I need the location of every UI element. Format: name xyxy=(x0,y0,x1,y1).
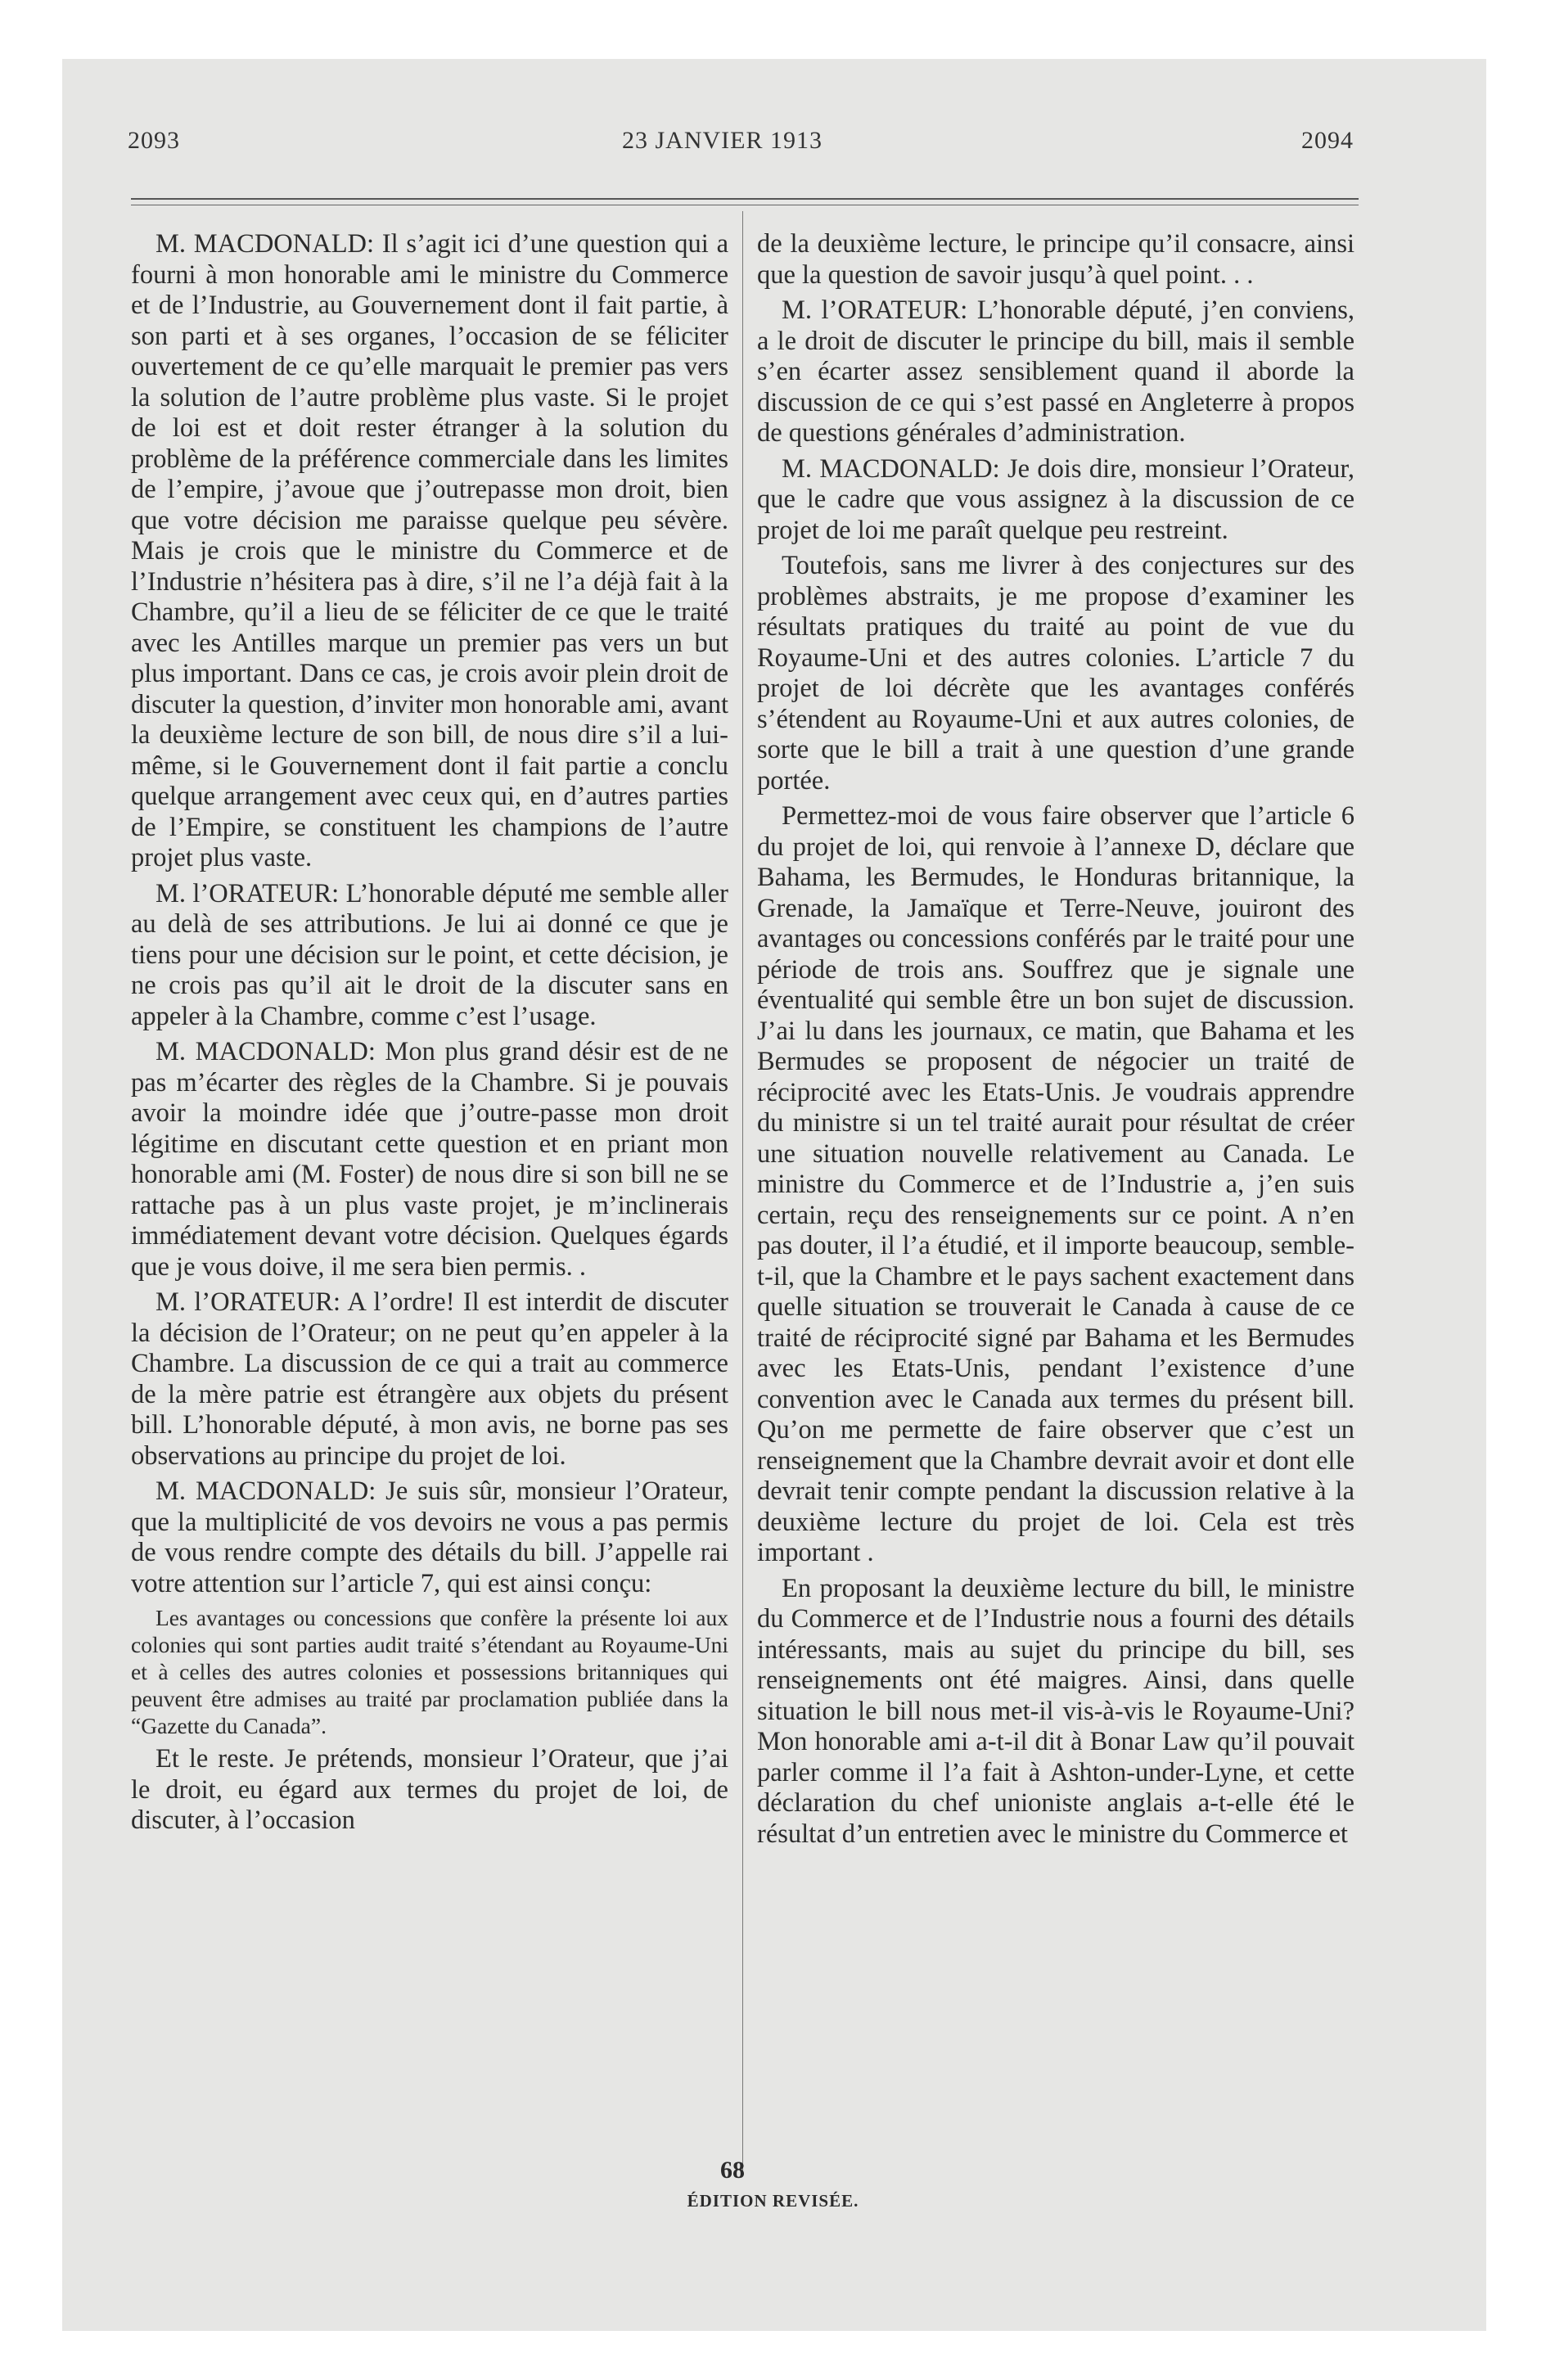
page-date: 23 JANVIER 1913 xyxy=(622,127,823,154)
paragraph: Et le reste. Je prétends, monsieur l’Orateur, que j’ai le droit, eu égard aux termes du projet de loi, de discuter, à l’occasion xyxy=(131,1744,728,1835)
page-number-left: 2093 xyxy=(128,127,180,154)
paragraph: de la deuxième lecture, le principe qu’il consacre, ainsi que la question de savoir jusqu’à quel point. . . xyxy=(757,229,1354,290)
paragraph: M. MACDONALD: Mon plus grand désir est de ne pas m’écarter des règles de la Chambre. Si je pouvais avoir la moindre idée que j’outre-passe mon droit légitime en discutant cette question et en priant mon honorable ami (M. Foster) de nous dire si son bill ne se rattache pas à un plus vaste projet, je m’inclinerais immédiatement devant votre décision. Quelques égards que je vous doive, il me sera bien permis. . xyxy=(131,1037,728,1282)
paragraph: M. l’ORATEUR: L’honorable député me semble aller au delà de ses attributions. Je lui ai donné ce que je tiens pour une décision sur le point, et cette décision, je ne crois pas qu’il ait le droit de la discuter sans en appeler à la Chambre, comme c’est l’usage. xyxy=(131,878,728,1031)
page-number-right: 2094 xyxy=(1301,127,1354,154)
paragraph: En proposant la deuxième lecture du bill, le ministre du Commerce et de l’Industrie nous a fourni des détails intéressants, mais au sujet du principe du bill, ses renseignements ont été maigres. Ainsi, dans quelle situation le bill nous met-il vis-à-vis le Royaume-Uni? Mon honorable ami a-t-il dit à Bonar Law qu’il pouvait parler comme il l’a fait à Ashton-under-Lyne, et cette déclaration du chef unioniste anglais a-t-elle été le résultat d’un entretien avec le ministre du Commerce et xyxy=(757,1573,1354,1849)
header-rule xyxy=(131,198,1359,200)
left-column xyxy=(131,229,728,1841)
paragraph: M. MACDONALD: Il s’agit ici d’une question qui a fourni à mon honorable ami le ministre du Commerce et de l’Industrie, au Gouvernement dont il fait partie, à son parti et à ses organes, l’occasion de se féliciter ouvertement de ce qu’elle marquait le premier pas vers la solution de l’autre problème plus vaste. Si le projet de loi est et doit rester étranger à la solution du problème de la préférence commerciale dans les limites de l’empire, j’avoue que j’outrepasse mon droit, bien que votre décision me paraisse quelque peu sévère. Mais je crois que le ministre du Commerce et de l’Industrie n’hésitera pas à dire, s’il ne l’a déjà fait à la Chambre, qu’il a lieu de se féliciter de ce que le traité avec les Antilles marque un premier pas vers un but plus important. Dans ce cas, je crois avoir plein droit de discuter la question, d’inviter mon honorable ami, avant la deuxième lecture de son bill, de nous dire s’il a lui-même, si le Gouvernement dont il fait partie a conclu quelque arrangement avec ceux qui, en d’autres parties de l’Empire, se constituent les champions de l’autre projet plus vaste. xyxy=(131,229,728,872)
paragraph: M. l’ORATEUR: L’honorable député, j’en conviens, a le droit de discuter le principe du bill, mais il semble s’en écarter assez sensiblement quand il aborde la discussion de ce qui s’est passé en Angleterre à propos de questions générales d’administration. xyxy=(757,295,1354,448)
footer-number: 68 xyxy=(720,2157,745,2184)
paragraph: M. MACDONALD: Je dois dire, monsieur l’Orateur, que le cadre que vous assignez à la discussion de ce projet de loi me paraît quelque peu restreint. xyxy=(757,453,1354,545)
paragraph: Toutefois, sans me livrer à des conjectures sur des problèmes abstraits, je me propose d’examiner les résultats pratiques du traité au point de vue du Royaume-Uni et des autres colonies. L’article 7 du projet de loi décrète que les avantages conférés s’étendent au Royaume-Uni et aux autres colonies, de sorte que le bill a trait à une question d’une grande portée. xyxy=(757,551,1354,796)
column-divider xyxy=(742,211,743,2175)
paragraph: Permettez-moi de vous faire observer que l’article 6 du projet de loi, qui renvoie à l’annexe D, déclare que Bahama, les Bermudes, le Honduras britannique, la Grenade, la Jamaïque et Terre-Neuve, jouiront des avantages ou concessions conférés par le traité pour une période de trois ans. Souffrez que je signale une éventualité qui semble être un bon sujet de discussion. J’ai lu dans les journaux, ce matin, que Bahama et les Bermudes se proposent de négocier un traité de réciprocité avec les Etats-Unis. Je voudrais apprendre du ministre si un tel traité aurait pour résultat de créer une situation nouvelle relativement au Canada. Le ministre du Commerce et de l’Industrie a, j’en suis certain, reçu des renseignements sur ce point. A n’en pas douter, il l’a étudié, et il importe beaucoup, semble-t-il, que la Chambre et le pays sachent exactement dans quelle situation se trouverait le Canada à cause de ce traité de réciprocité signé par Bahama et les Bermudes avec les Etats-Unis, pendant l’existence d’une convention avec le Canada aux termes du présent bill. Qu’on me permette de faire observer que c’est un renseignement que la Chambre devrait avoir et dont elle devrait tenir compte pendant la discussion relative à la deuxième lecture du projet de loi. Cela est très important . xyxy=(757,801,1354,1567)
quoted-article: Les avantages ou concessions que confère la présente loi aux colonies qui sont parties audit traité s’étendant au Royaume-Uni et à celles des autres colonies et possessions britanniques qui peuvent être admises au traité par proclamation publiée dans la “Gazette du Canada”. xyxy=(131,1605,728,1738)
right-column xyxy=(757,229,1354,1855)
footer-edition: ÉDITION REVISÉE. xyxy=(687,2191,859,2211)
paragraph: M. l’ORATEUR: A l’ordre! Il est interdit de discuter la décision de l’Orateur; on ne peut qu’en appeler à la Chambre. La discussion de ce qui a trait au commerce de la mère patrie est étrangère aux objets du présent bill. L’honorable député, à mon avis, ne borne pas ses observations au principe du projet de loi. xyxy=(131,1287,728,1471)
paragraph: M. MACDONALD: Je suis sûr, monsieur l’Orateur, que la multiplicité de vos devoirs ne vous a pas permis de vous rendre compte des détails du bill. J’appelle rai votre attention sur l’article 7, qui est ainsi conçu: xyxy=(131,1476,728,1598)
